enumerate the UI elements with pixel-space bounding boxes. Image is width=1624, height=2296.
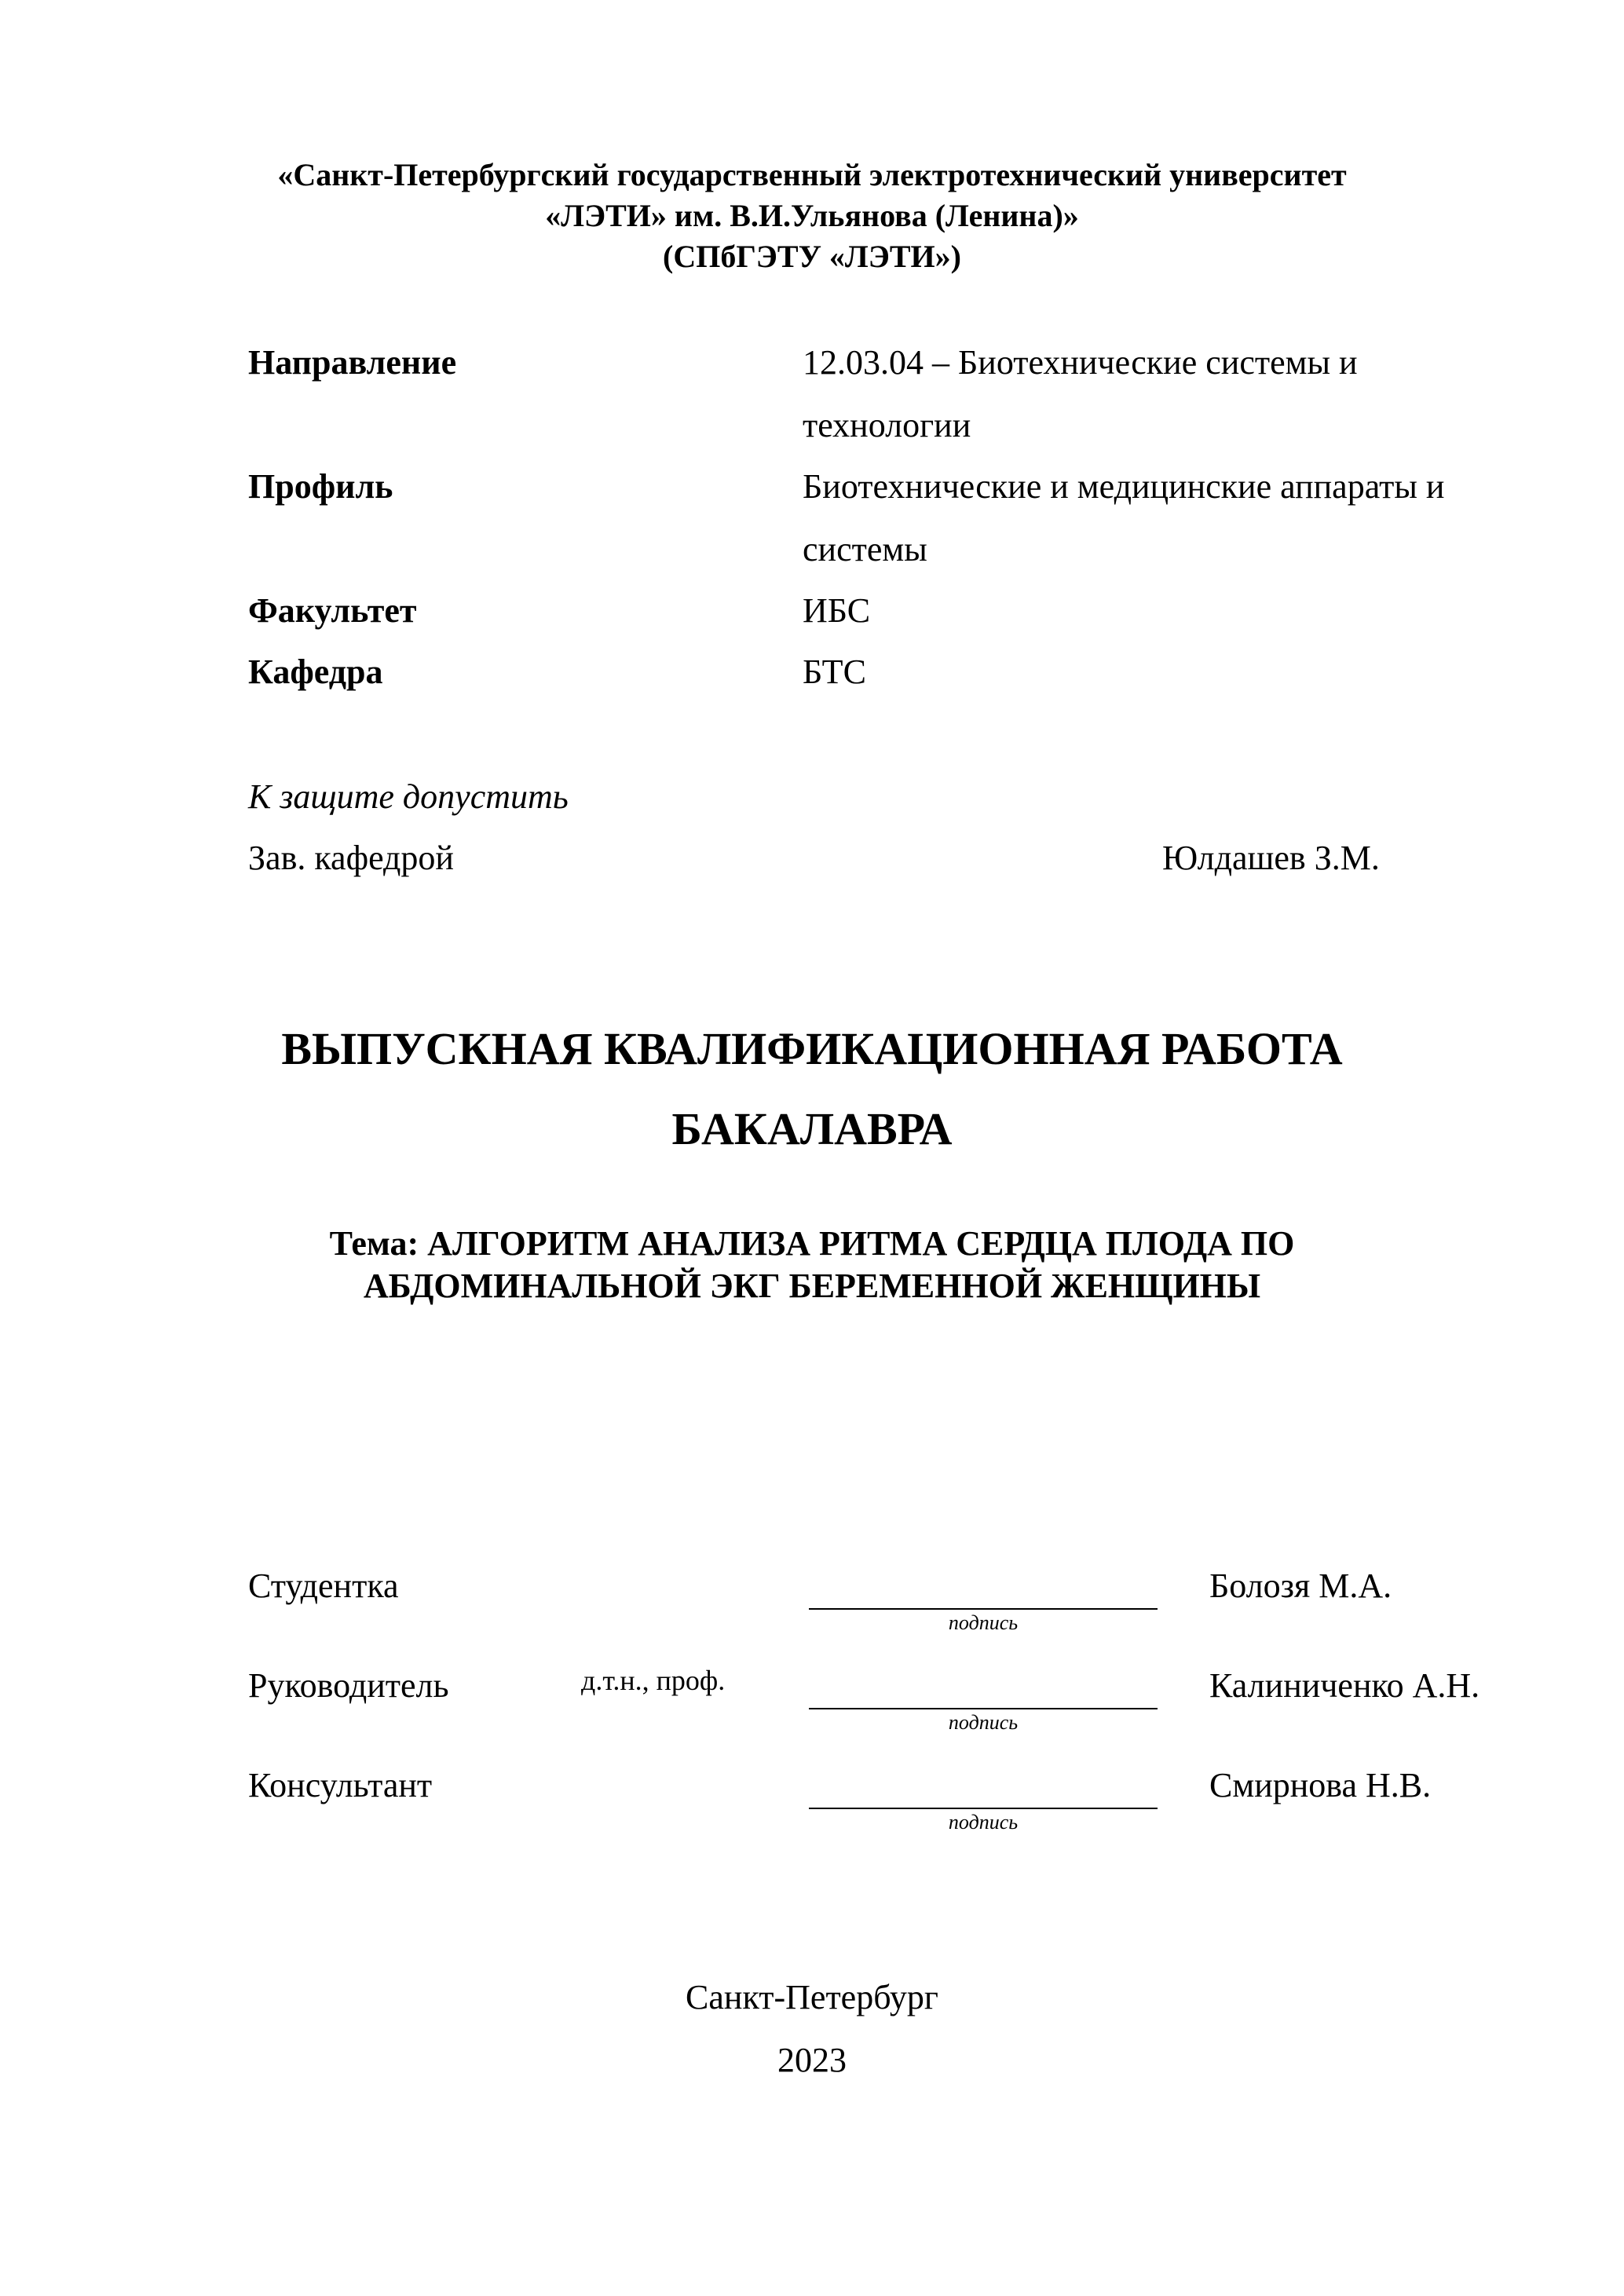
consultant-signature-caption: подпись [948, 1811, 1019, 1834]
department-value: БТС [803, 653, 866, 691]
student-signature-caption: подпись [948, 1611, 1019, 1634]
year: 2023 [777, 2041, 847, 2079]
topic-line-2: АБДОМИНАЛЬНОЙ ЭКГ БЕРЕМЕННОЙ ЖЕНЩИНЫ [363, 1267, 1261, 1305]
profile-label: Профиль [248, 467, 393, 506]
thesis-title-line-2: БАКАЛАВРА [671, 1103, 953, 1154]
student-role: Студентка [248, 1567, 399, 1605]
student-name: Болозя М.А. [1209, 1567, 1392, 1605]
supervisor-name: Калиниченко А.Н. [1209, 1666, 1480, 1705]
direction-value: 12.03.04 – Биотехнические системы и технологии [803, 343, 1358, 444]
thesis-title-line-1: ВЫПУСКНАЯ КВАЛИФИКАЦИОННАЯ РАБОТА [281, 1023, 1343, 1074]
supervisor-role: Руководитель [248, 1666, 449, 1705]
direction-label: Направление [248, 343, 457, 382]
university-name-line-2: «ЛЭТИ» им. В.И.Ульянова (Ленина)» [545, 198, 1079, 233]
approval-note: К защите допустить [248, 777, 569, 816]
consultant-role: Консультант [248, 1766, 433, 1804]
consultant-name: Смирнова Н.В. [1209, 1766, 1432, 1804]
supervisor-degree: д.т.н., проф. [581, 1665, 726, 1696]
supervisor-signature-caption: подпись [948, 1711, 1019, 1734]
city: Санкт-Петербург [686, 1978, 938, 2016]
faculty-label: Факультет [248, 591, 417, 630]
department-label: Кафедра [248, 653, 383, 691]
approval-role: Зав. кафедрой [248, 839, 454, 877]
profile-value: Биотехнические и медицинские аппараты и системы [803, 467, 1445, 569]
supervisor-signature-line [809, 1708, 1158, 1709]
university-name-line-1: «Санкт-Петербургский государственный электротехнический университет [277, 157, 1347, 192]
consultant-signature-line [809, 1808, 1158, 1809]
faculty-value: ИБС [803, 591, 871, 630]
university-abbreviation: (СПбГЭТУ «ЛЭТИ») [663, 239, 961, 274]
approval-name: Юлдашев З.М. [1162, 839, 1380, 877]
student-signature-line [809, 1608, 1158, 1610]
topic-line-1: Тема: АЛГОРИТМ АНАЛИЗА РИТМА СЕРДЦА ПЛОДА ПО [329, 1224, 1295, 1263]
